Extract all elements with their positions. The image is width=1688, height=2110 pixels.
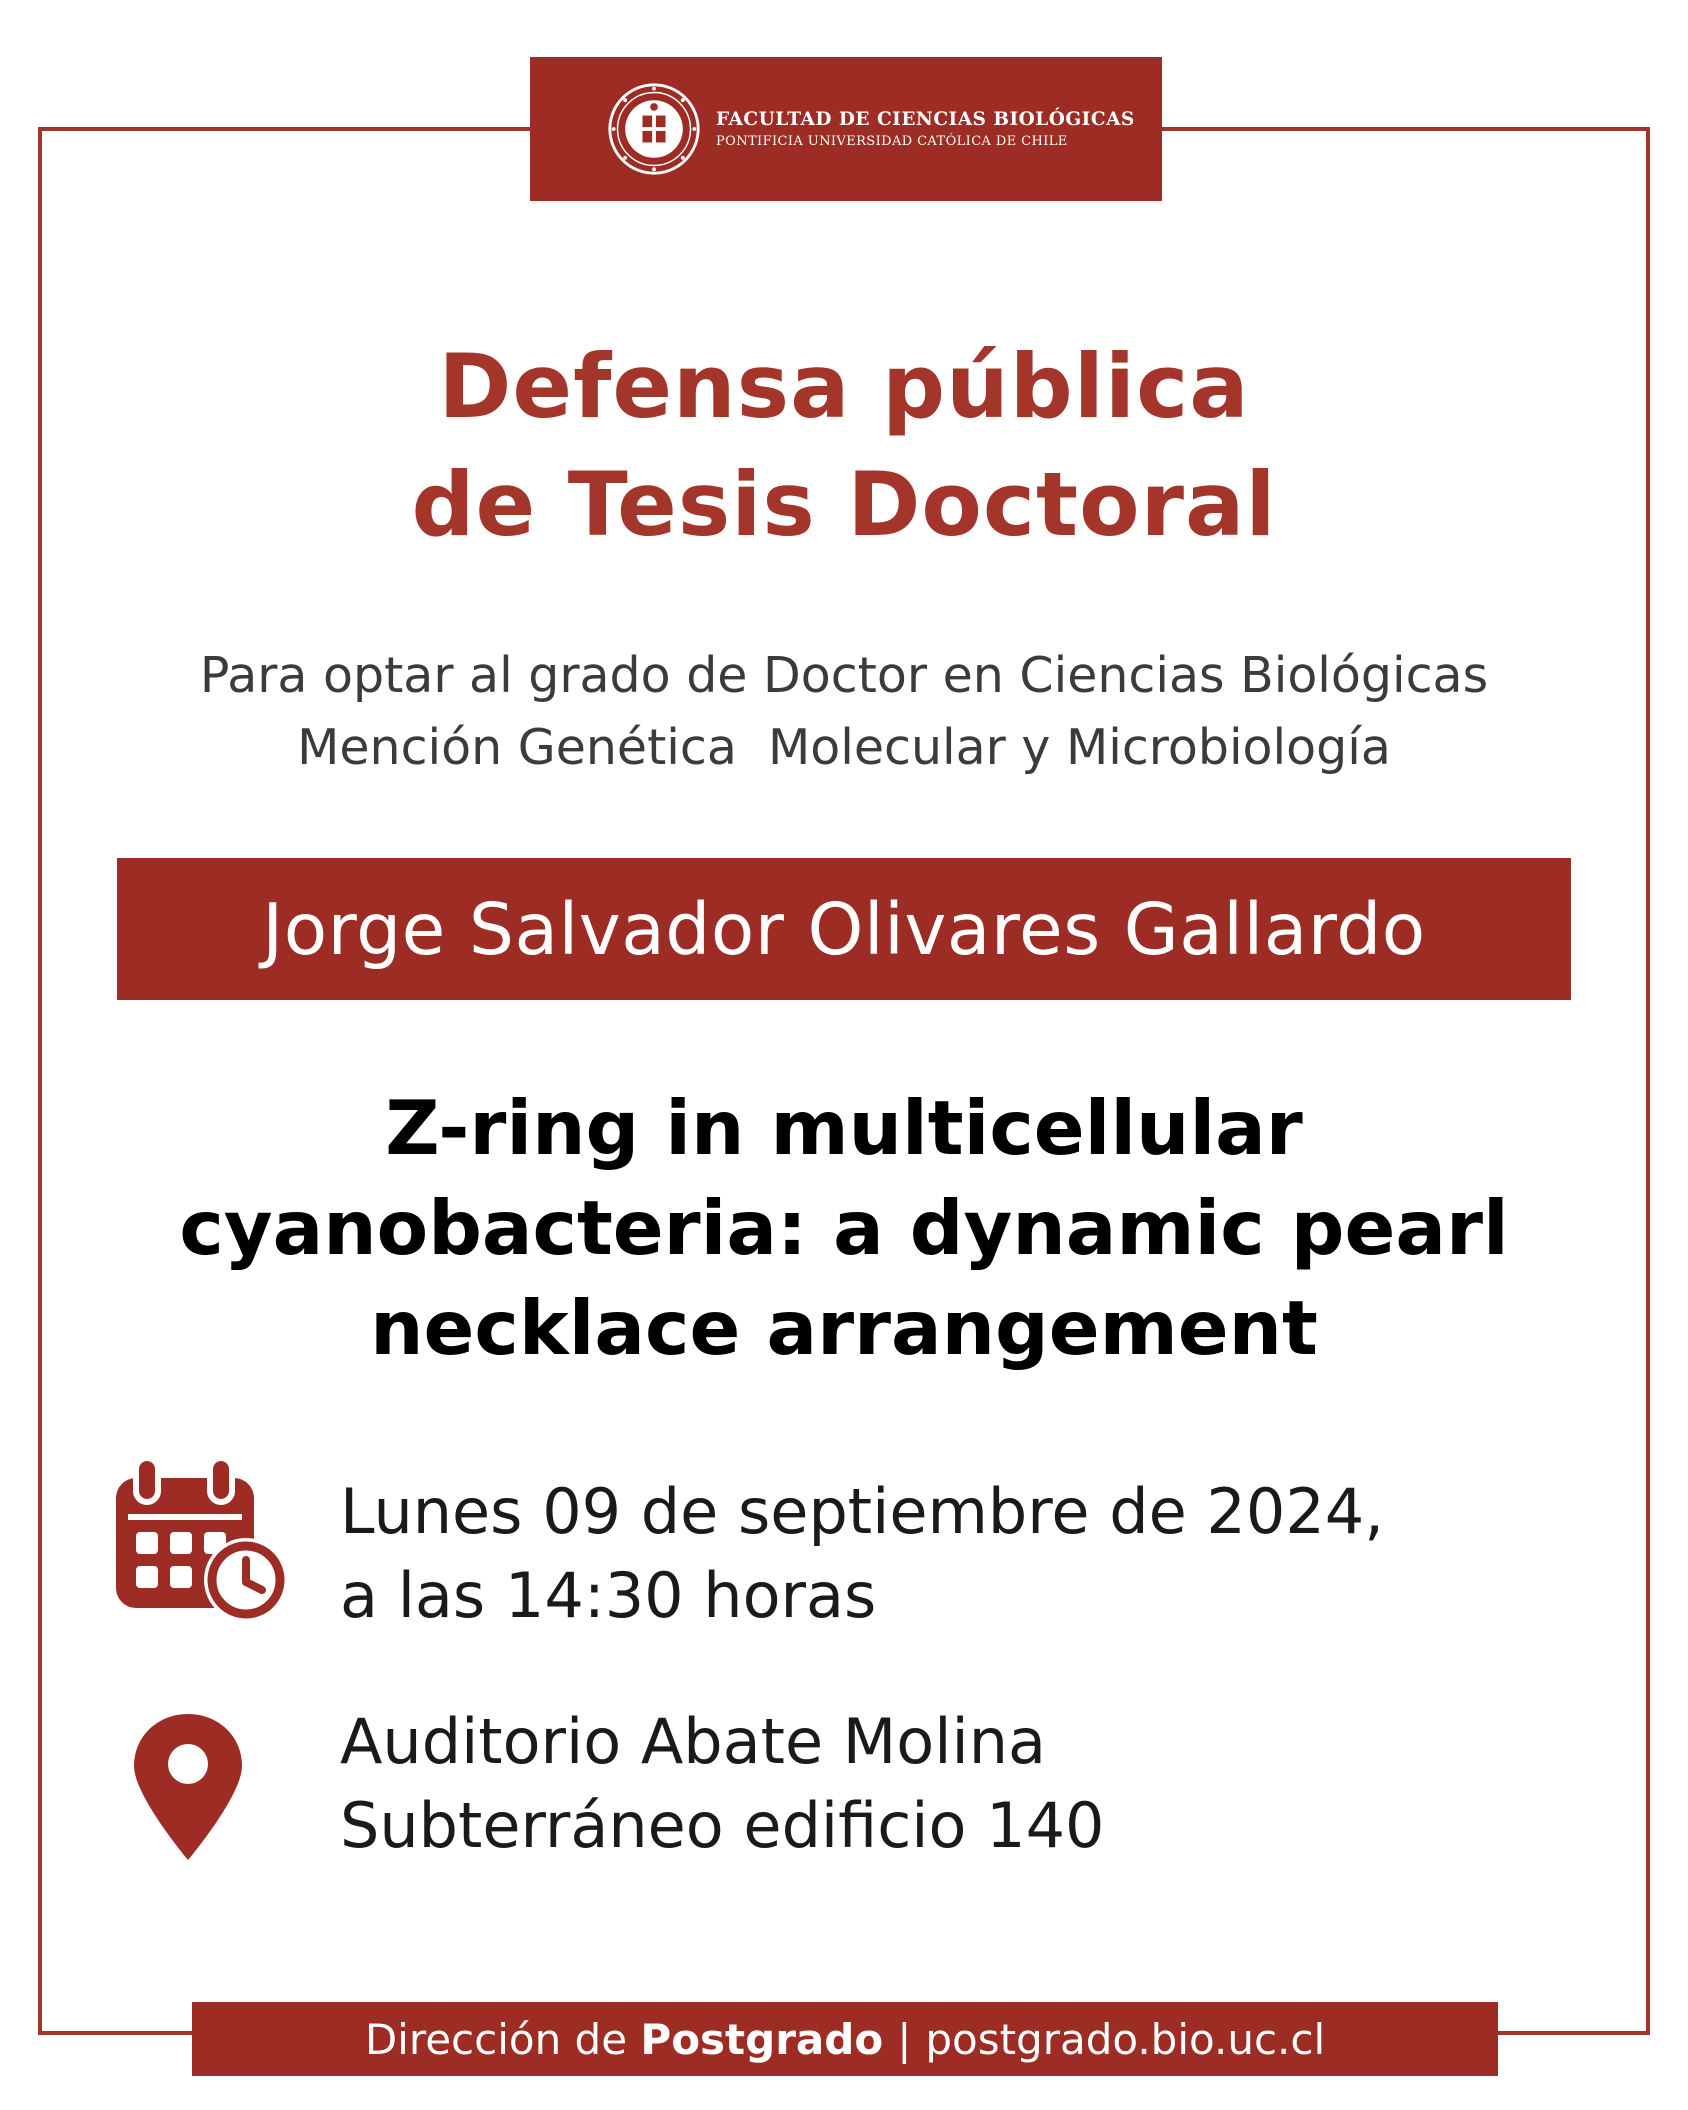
- location-info: [340, 1700, 1105, 1868]
- footer-separator: |: [897, 2014, 912, 2064]
- time-line: a las 14:30 horas: [340, 1559, 877, 1632]
- faculty-name: FACULTAD DE CIENCIAS BIOLÓGICAS: [716, 109, 1135, 130]
- subtitle-line-1: Para optar al grado de Doctor en Ciencias Biológicas: [199, 647, 1489, 704]
- university-seal-icon: [606, 81, 702, 177]
- candidate-name-banner: [117, 858, 1571, 1000]
- footer-url[interactable]: postgrado.bio.uc.cl: [925, 2014, 1326, 2064]
- title-line-2: de Tesis Doctoral: [411, 453, 1277, 556]
- building-line: Subterráneo edificio 140: [340, 1789, 1105, 1862]
- footer-banner: [192, 2002, 1498, 2076]
- title-line-1: Defensa pública: [438, 335, 1250, 438]
- venue-line: Auditorio Abate Molina: [340, 1705, 1046, 1778]
- thesis-line-2: cyanobacteria: a dynamic pearl: [179, 1184, 1509, 1272]
- university-name: PONTIFICIA UNIVERSIDAD CATÓLICA DE CHILE: [716, 134, 1068, 149]
- thesis-line-3: necklace arrangement: [370, 1284, 1318, 1372]
- date-line: Lunes 09 de septiembre de 2024,: [340, 1475, 1384, 1548]
- footer-prefix: Dirección de: [364, 2014, 628, 2064]
- footer-bold-word: Postgrado: [640, 2014, 884, 2064]
- faculty-header-banner: [530, 57, 1162, 201]
- thesis-line-1: Z-ring in multicellular: [385, 1084, 1303, 1172]
- thesis-title: [0, 1078, 1688, 1378]
- candidate-name: Jorge Salvador Olivares Gallardo: [262, 887, 1426, 971]
- subtitle-line-2: Mención Genética Molecular y Microbiología: [297, 719, 1391, 776]
- date-time-info: [340, 1470, 1384, 1638]
- calendar-clock-icon: [112, 1456, 292, 1626]
- page-title: [0, 328, 1688, 564]
- degree-subtitle: [0, 640, 1688, 784]
- map-pin-icon: [130, 1710, 246, 1862]
